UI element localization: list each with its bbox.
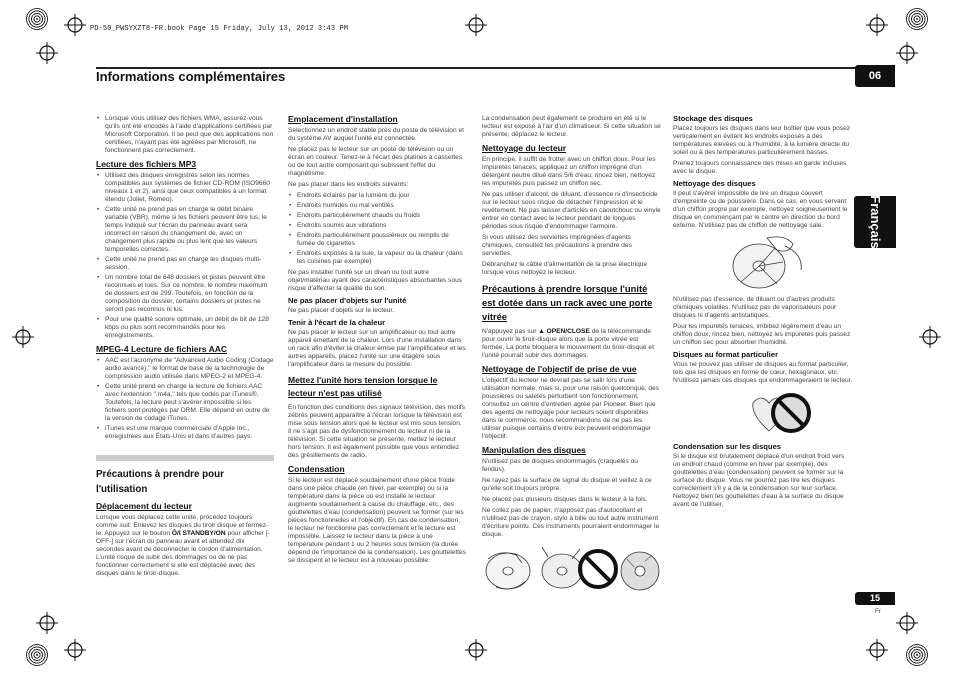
paragraph: Si le lecteur est déplacé soudainement d'une pièce froide dans une pièce chaude (en hiver, par exemple) ou si la température dans la pièce où est installé le lecteur augmente soudainement à cause du chauffage, etc., des gouttelettes d'eau (condensation) peuvent se former (sur les pièces fonctionnelles et l'objectif). En cas de condensation, le lecteur ne fonctionne pas correctement et le lecture est impossible. Laissez le lecteur dans la pièce à une température pendant 1 ou 2 heures sous tension (la durée dépend de l'importance de la condensation). Les gouttelettes se dissipent et le lecteur est à nouveau possible. bbox=[288, 477, 466, 564]
handling-heading: Manipulation des disques bbox=[482, 445, 586, 455]
glass-rack-heading: Précautions à prendre lorsque l'unité est dotée dans un rack avec une porte vitrée bbox=[482, 283, 653, 322]
install-list bbox=[288, 192, 466, 266]
column-3 bbox=[482, 115, 662, 599]
paragraph: Vous ne pouvez pas utiliser de disques au format particulier, tels que les disques en forme de cœur, hexagonaux, etc. N'utilisez jamais ces disques qui endommageraient le lecteur. bbox=[673, 361, 853, 384]
column-4 bbox=[673, 115, 853, 512]
list-item: • Endroits exposés à la suie, la vapeur ou la chaleur (dans les cuisines par exemple) bbox=[288, 250, 466, 266]
paragraph: Si le disque est brutalement déplacé d'un endroit froid vers un endroit chaud (comme en hiver par exemple), des gouttelettes d'eau (condensation) peuvent se former sur la surface du disque. Vous ne pourrez pas lire les disques correctement s'il y a de la condensation sur leur surface. Nettoyez bien les gouttelettes d'eau à la surface du disque avant de l'utiliser. bbox=[673, 453, 845, 508]
list-item: • Pour une qualité sonore optimale, un débit de bit de 128 kbps ou plus sont recommandés pour les enregistrements. bbox=[96, 316, 274, 340]
paragraph: Ne pas placer dans les endroits suivants: bbox=[288, 181, 409, 188]
paragraph: Ne collez pas de papier, n'apposez pas d'autocollant et n'utilisez pas de crayon, stylo à bille ou tout autre instrument d'écriture pointu. Ces instruments pourraient endommager le disque. bbox=[482, 507, 660, 538]
paragraph: Ne pas placer d'objets sur le lecteur. bbox=[288, 307, 395, 314]
paragraph: Si vous utilisez des serviettes imprégnées d'agents chimiques, consultez les précautions à prendre des serviettes. bbox=[482, 234, 632, 257]
precautions-heading: Précautions à prendre pour l'utilisation bbox=[96, 469, 224, 495]
crosshair-icon bbox=[12, 326, 34, 348]
paragraph: Ne pas installer l'unité sur un divan ou tout autre objet/matériau ayant des caractéristiques absorbantes sous risque d'affecter la qualité du son. bbox=[288, 269, 463, 292]
storage-heading: Stockage des disques bbox=[673, 114, 753, 123]
list-item: • Cette unité prend en charge la lecture de fichiers AAC avec l'extension ".m4a," tels que codés par iTunes®. Toutefois, la lecture peut s'avérer impossible si les fichiers sont protégés par DRM. Elle dépend en outre de la version de codage iTunes. bbox=[96, 383, 274, 423]
paragraph: N'utilisez pas d'essence, de diluant ou d'autres produits chimiques volatiles. N'utilisez pas de vaporisateurs pour disques ni d'agents antistatiques. bbox=[673, 296, 837, 319]
clean-discs-heading: Nettoyage des disques bbox=[673, 179, 756, 188]
lens-heading: Nettoyage de l'objectif de prise de vue bbox=[482, 364, 637, 374]
heat-heading: Tenir à l'écart de la chaleur bbox=[288, 318, 386, 327]
crosshair-icon bbox=[36, 612, 58, 634]
paragraph: Prenez toujours connaissance des mises en garde incluses avec le disque. bbox=[673, 160, 847, 175]
aac-heading: MPEG-4 Lecture de fichiers AAC bbox=[96, 344, 227, 354]
heart-disc-prohibited-illustration bbox=[673, 389, 853, 439]
paragraph: Débranchez le câble d'alimentation de la prise électrique lorsque vous nettoyez le lecteur. bbox=[482, 261, 648, 276]
list-item: • Lorsque vous utilisez des fichiers WMA, assurez-vous qu'ils ont été encodés à l'aide d'applications certifiées par Microsoft Corporation. Il se peut que des applications non certifiées, n'ayant pas été agréées par Microsoft, ne fonctionnent pas correctement. bbox=[96, 115, 274, 155]
paragraph: Ne rayez pas la surface de signal du disque et veillez à ce qu'elle soit toujours propre. bbox=[482, 477, 652, 492]
list-item: • Endroits soumis aux vibrations bbox=[288, 222, 466, 230]
paragraph: Placez toujours les disques dans leur boîtier que vous posez verticalement en évitant les endroits exposés à des températures élevées ou à l'humidité, à la lumière directe du soleil ou à des températures particulièrement basses. bbox=[673, 125, 851, 156]
mp3-heading: Lecture des fichiers MP3 bbox=[96, 159, 197, 169]
crosshair-icon bbox=[919, 326, 941, 348]
crosshair-icon bbox=[36, 42, 58, 64]
paragraph: Ne pas utiliser d'alcool, de diluant, d'essence ni d'insecticide sur le lecteur sous risque de détacher l'impression et le revêtement. Ne pas laisser d'articles en caoutchouc ou vinyle entrer en contact avec le lecteur pendant de longues périodes sous risque d'endommager l'armoire. bbox=[482, 191, 661, 230]
chapter-number: 06 bbox=[855, 65, 895, 87]
disc-handling-illustration bbox=[482, 543, 662, 595]
paragraph: Ne placez pas plusieurs disques dans le lecteur à la fois. bbox=[482, 496, 648, 503]
file-header: PD-50_PWSYXZT8-FR.book Page 15 Friday, July 13, 2012 3:43 PM bbox=[90, 25, 349, 33]
text-run: Lorsque vous déplacez cette unité, procédez toujours comme suit: Enlevez les disques du tiroir disque et fermez-le. Appuyez sur le bouton bbox=[96, 514, 269, 537]
list-item: • iTunes est une marque commerciale d'Apple Inc., enregistrées aux États-Unis et dans d'autres pays. bbox=[96, 425, 274, 441]
language-label: Français bbox=[868, 195, 883, 249]
standby-button-label: Ô/I STANDBY/ON bbox=[171, 530, 226, 537]
crosshair-icon bbox=[64, 14, 86, 36]
list-item: • Endroits particulièrement chauds ou froids bbox=[288, 212, 466, 220]
crosshair-icon bbox=[896, 612, 918, 634]
paragraph: En fonction des conditions des signaux télévision, des motifs zébrés peuvent apparaître à l'écran lorsque la télévision est mise sous tension alors que le lecteur est mis sous tension. Il ne s'agit pas de dysfonctionnement du lecteur ni de la télévision. Si cette situation se présente, mettez le lecteur hors tension. Il est également possible que vous entendiez des grésillements de radio. bbox=[288, 404, 466, 459]
disc-cleaning-illustration bbox=[673, 234, 853, 292]
column-1 bbox=[96, 115, 274, 581]
list-item: • Cette unité ne prend pas en charge le débit binaire variable (VBR); même si les fichiers peuvent être lus, le temps indiqué sur l'écran du panneau avant sera incorrect en raison du changement de, avec un changement plus rapide ou plus lent que les valeurs temporelles correctes. bbox=[96, 206, 274, 254]
paragraph: En principe, il suffit de frotter avec un chiffon doux. Pour les impuretés tenaces, appliquez un chiffon imprégné d'un détergent neutre dilué dans 5/6 d'eau, rincez bien, nettoyez les impuretés puis passez un chiffon sec. bbox=[482, 156, 656, 187]
rack-paragraph bbox=[482, 328, 662, 360]
paragraph: Pour les impuretés tenaces, imbibez légèrement d'eau un chiffon doux, rincez bien, nettoyez les impuretés puis passez un chiffon sec pour absorber l'humidité. bbox=[673, 323, 851, 346]
color-target-icon bbox=[26, 644, 48, 666]
crosshair-icon bbox=[465, 639, 487, 661]
list-item: • Utilisez des disques enregistrés selon les normes compatibles aux systèmes de fichier CD-ROM (ISO9660 niveaux 1 et 2), ainsi que ceux compatibles à un format étendu (Joliet, Romeo). bbox=[96, 172, 274, 204]
section-divider bbox=[96, 455, 274, 461]
crosshair-icon bbox=[465, 14, 487, 36]
color-target-icon bbox=[906, 644, 928, 666]
mp3-list bbox=[96, 172, 274, 340]
paragraph: La condensation peut également se produire en été si le lecteur est exposé à l'air d'un climatiseur. Si cette situation se présente, déplacez le lecteur. bbox=[482, 115, 661, 138]
page-language: Fr bbox=[875, 609, 881, 615]
clean-player-heading: Nettoyage du lecteur bbox=[482, 143, 567, 153]
crosshair-icon bbox=[866, 14, 888, 36]
paragraph: Sélectionnez un endroit stable près du poste de télévision et du système AV auquel l'unité est connectée. bbox=[288, 127, 464, 142]
paragraph: N'utilisez pas de disques endommagés (craquelés ou fendus). bbox=[482, 458, 638, 473]
moving-heading: Déplacement du lecteur bbox=[96, 501, 192, 511]
paragraph: Ne pas placer le lecteur sur un amplificateur ou tout autre appareil émettant de la chaleur. Lors d'une installation dans un rack afin d'éviter la chaleur émise par l'amplificateur et les autres appareils, placez l'unité sur une étagère sous l'amplificateur dans la mesure du possible. bbox=[288, 329, 466, 368]
color-target-icon bbox=[906, 8, 928, 30]
wma-list bbox=[96, 115, 274, 155]
column-2 bbox=[288, 115, 466, 568]
power-off-heading: Mettez l'unité hors tension lorsque le lecteur n'est pas utilisé bbox=[288, 375, 438, 398]
special-shape-heading: Disques au format particulier bbox=[673, 350, 779, 359]
moving-paragraph bbox=[96, 514, 274, 578]
page-number: 15 bbox=[855, 592, 895, 605]
paragraph: Ne placez pas le lecteur sur un poste de télévision ou un écran en couleur. Tenez-le à l'écart des platines à cassettes ou de tout autre composant qui subissent l'effet du magnétisme. bbox=[288, 146, 463, 177]
list-item: • Endroits humides ou mal ventilés bbox=[288, 202, 466, 210]
section-title: Informations complémentaires bbox=[96, 69, 286, 84]
text-run: de la télécommande pour ouvrir le tiroir-disque alors que la porte vitrée est fermée. La porte bloquera le mouvement du tiroir-disque et l'unité pourrait subir des dommages. bbox=[482, 328, 654, 359]
text-run: N'appuyez pas sur bbox=[482, 328, 539, 335]
list-item: • Endroits particulièrement poussiéreux ou remplis de fumée de cigarettes bbox=[288, 232, 466, 248]
disc-condensation-heading: Condensation sur les disques bbox=[673, 442, 782, 451]
aac-list bbox=[96, 357, 274, 441]
crosshair-icon bbox=[64, 639, 86, 661]
paragraph: Il peut s'avérer impossible de lire un disque couvert d'empreinte ou de poussière. Dans ce cas, en vous servant d'un chiffon propre par exemple, nettoyez soigneusement le disque en commençant par le centre en direction du bord externe. N'utilisez pas de chiffon de nettoyage sale. bbox=[673, 190, 848, 229]
open-close-button-label: ▲ OPEN/CLOSE bbox=[538, 328, 590, 335]
objects-heading: Ne pas placer d'objets sur l'unité bbox=[288, 296, 407, 305]
crosshair-icon bbox=[866, 639, 888, 661]
install-heading: Emplacement d'installation bbox=[288, 114, 398, 124]
color-target-icon bbox=[26, 8, 48, 30]
list-item: • Cette unité ne prend pas en charge les disques multi-session. bbox=[96, 256, 274, 272]
list-item: • Un nombre total de 648 dossiers et pistes peuvent être reconnues et lues. Sur ce nombre, le nombre maximum de dossiers est de 299. Toutefois, en fonction de la composition du dossier, certains dossiers et pistes ne seront pas reconnus ni lus. bbox=[96, 274, 274, 314]
text-run: pour afficher [-OFF-] sur l'écran du panneau avant et attendez dix secondes avant de déconnecter le cordon d'alimentation. L'unité risque de subir des dommages ou de ne pas fonctionner correctement si elle est déplacée avec des disques dans le tiroir-disque. bbox=[96, 530, 270, 577]
paragraph: L'objectif du lecteur ne devrait pas se salir lors d'une utilisation normale, mais si, pour une raison quelconque, des poussières ou saletés perturbent son fonctionnement, consultez un centre d'entretien agréé par Pioneer. Bien que des agents de nettoyage pour lecteurs soient disponibles dans le commerce, nous recommandons de ne pas les utiliser puisque certains d'entre eux peuvent endommager l'objectif. bbox=[482, 377, 660, 440]
condensation-heading: Condensation bbox=[288, 464, 345, 474]
crosshair-icon bbox=[896, 42, 918, 64]
list-item: • AAC est l'acronyme de "Advanced Audio Coding (Codage audio avancé)," le format de base de la technologie de compression audio utilisée dans MPEG-2 et MPEG-4. bbox=[96, 357, 274, 381]
list-item: • Endroits éclairés par la lumière du jour bbox=[288, 192, 466, 200]
